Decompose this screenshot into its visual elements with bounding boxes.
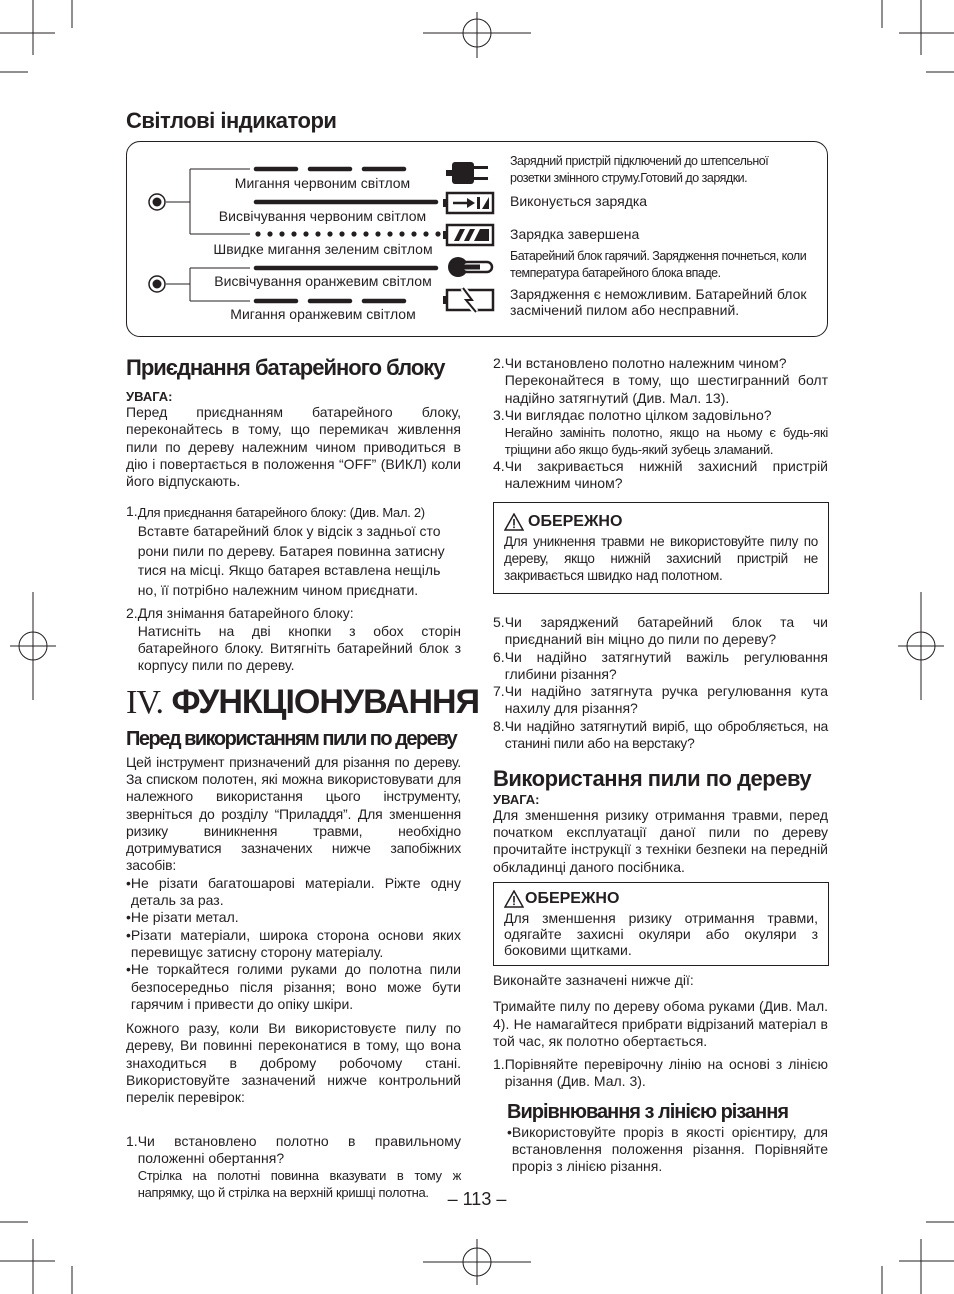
check-3-answer: Негайно замініть полотно, якщо на ньому є будь-які тріщини або якщо будь-який зубець зламаний. — [504, 425, 828, 458]
hold-text: Тримайте пилу по дереву обома руками (Див. Мал. 4). Не намагайтеся прибрати відрізаний матеріал в той час, як полотно обертається. — [493, 998, 828, 1049]
bullet-2: • Не різати метал. — [126, 909, 239, 926]
charging-battery-icon — [443, 193, 493, 213]
warning-2-text: Для зменшення ризику отримання травми, одягайте захисні окуляри або окуляри з боковими щитками. — [504, 910, 818, 958]
warning-icon — [504, 513, 524, 531]
left-column — [126, 355, 480, 1201]
checklist-intro: Кожного разу, коли Ви використовуєте пилу по дереву, Ви повинні переконатися в тому, що вона знаходиться в доброму робочому стані. Використовуйте зазначений нижче контрольний перелік перевірок: — [126, 1020, 461, 1106]
check-item-6: 6. Чи надійно затягнутий важіль регулювання глибини різання? — [493, 648, 828, 682]
bullet-3: • Різати матеріали, широка сторона основи яких перевищує затисну сторону матеріалу. — [126, 926, 461, 960]
right-column-checks — [493, 614, 828, 876]
red-lamp-icon — [149, 194, 165, 210]
right-column — [493, 355, 828, 493]
bullet-4: • Не торкайтеся голими руками до полотна пили безпосередньо після різання; воно може бути гарячим і привести до опіку шкіри. — [126, 961, 461, 1012]
broken-battery-icon — [443, 288, 493, 312]
check-item-1: 1. Чи встановлено полотно в правильному положенні обертання? Стрілка на полотні повинна вказувати в тому ж напрямку, що й стрілка на верхній кришці полотна. — [126, 1132, 461, 1201]
attach-title: Приєднання батарейного блоку — [126, 355, 445, 380]
thermometer-icon — [448, 257, 492, 277]
full-battery-icon — [443, 225, 493, 245]
step-1: 1. Порівняйте перевірочну лінію на основі з лінією різання (Див. Мал. 3). — [493, 1056, 828, 1090]
check-1-answer: Стрілка на полотні повинна вказувати в тому ж напрямку, що й стрілка на верхній кришці полотна. — [137, 1168, 461, 1201]
attach-item-1-text: Вставте батарейний блок у відсік з задньої сто рони пили по дереву. Батарея повинна затисну тися на місці. Якщо батарея вставлена нещіль но, її потрібно належним чином приєднати. — [137, 523, 445, 598]
attach-item-2-text: Натисніть на дві кнопки з обох сторін батарейного блоку. Витягніть батарейний блок з корпусу пили по дереву. — [137, 622, 461, 674]
indicators-title: Світлові індикатори — [126, 108, 337, 133]
check-4-question: Чи закривається нижній захисний пристрій належним чином? — [504, 458, 828, 492]
chapter-title: ФУНКЦІОНУВАННЯ — [171, 682, 480, 721]
label-orange-on: Висвічування оранжевим світлом — [214, 273, 432, 289]
bullet-1: • Не різати багатошарові матеріали. Ріжте одну деталь за раз. — [126, 874, 461, 909]
attach-item-1-title: Для приєднання батарейного блоку: (Див. Мал. 2) — [137, 505, 425, 521]
label-red-blink: Мигання червоним світлом — [234, 175, 411, 191]
desc-done: Зарядка завершена — [510, 226, 640, 242]
desc-hot: Батарейний блок гарячий. Зарядження почнеться, коли температура батарейного блока впаде. — [510, 249, 807, 280]
attach-caution-label: УВАГА: — [126, 389, 173, 404]
check-3-question: Чи виглядає полотно цілком задовільно? — [504, 406, 772, 423]
use-caution-text: Для зменшення ризику отримання травми, перед початком експлуатації даної пили по дереву прочитайте інструкції з техніки безпеки на передній обкладинці даного посібника. — [493, 806, 828, 875]
plug-icon — [446, 162, 488, 184]
label-green-fast: Швидке мигання зеленим світлом — [213, 241, 433, 257]
check-item-4: 4. Чи закривається нижній захисний пристрій належним чином? — [493, 458, 828, 492]
warning-1-title: ОБЕРЕЖНО — [528, 513, 623, 530]
check-item-8: 8. Чи надійно затягнутий виріб, що обробляється, на станині пили або на верстаку? — [493, 717, 828, 751]
attach-item-2-title: Для знімання батарейного блоку: — [137, 605, 354, 622]
warning-2-title: ОБЕРЕЖНО — [525, 890, 620, 907]
check-item-3: 3. Чи виглядає полотно цілком задовільно? Негайно замініть полотно, якщо на ньому є будь-які тріщини або якщо будь-який зубець зламаний. — [493, 406, 828, 458]
check-item-7: 7. Чи надійно затягнута ручка регулювання кута нахилу для різання? — [493, 683, 828, 717]
warning-box-1 — [493, 502, 829, 594]
attach-item-1: 1. Для приєднання батарейного блоку: (Див. Мал. 2) Вставте батарейний блок у відсік з задньої сто рони пили по дереву. Батарея повинна затисну тися на місці. Якщо батарея вставлена нещіль но, її потрібно належним чином приєднати. — [126, 503, 461, 600]
steps-intro: Виконайте зазначені нижче дії: — [493, 972, 694, 988]
warning-box-2 — [493, 882, 829, 966]
warning-1-text: Для уникнення травми не використовуйте пилу по дереву, якщо нижній захисний пристрій не закривається швидко над полотном. — [504, 534, 818, 583]
page-number: – 113 – — [447, 1189, 507, 1209]
before-use-title: Перед використанням пили по дереву — [126, 727, 457, 750]
label-red-on: Висвічування червоним світлом — [218, 208, 427, 224]
orange-lamp-icon — [149, 276, 165, 292]
check-2-answer: Переконайтеся в тому, що шестигранний болт надійно затягнутий (Див. Мал. 13). — [504, 372, 828, 406]
desc-charging: Виконується зарядка — [510, 193, 648, 209]
right-column-steps — [493, 972, 828, 1176]
check-item-2: 2. Чи встановлено полотно належним чином? Переконайтеся в тому, що шестигранний болт надійно затягнутий (Див. Мал. 13). — [493, 355, 828, 406]
chapter-number: IV. — [126, 683, 163, 721]
desc-plug: Зарядний пристрій підключений до штепсельної розетки змінного струму.Готовий до зарядки. — [510, 154, 769, 185]
desc-fail: Зарядження є неможливим. Батарейний блок засмічений пилом або несправний. — [510, 286, 807, 318]
warning-icon — [504, 890, 524, 908]
check-2-question: Чи встановлено полотно належним чином? — [504, 355, 787, 371]
align-title: Вирівнювання з лінією різання — [507, 1100, 788, 1123]
check-1-question: Чи встановлено полотно в правильному положенні обертання? — [137, 1132, 461, 1166]
align-bullet: • Використовуйте проріз в якості орієнтиру, для встановлення положення різання. Порівняйте проріз з лінією різання. — [507, 1123, 828, 1175]
check-item-5: 5. Чи заряджений батарейний блок та чи приєднаний він міцно до пили по дереву? — [493, 614, 828, 648]
attach-item-2: 2. Для знімання батарейного блоку: Натисніть на дві кнопки з обох сторін батарейного блоку. Витягніть батарейний блок з корпусу пили по дереву. — [126, 605, 461, 674]
operation-intro: Цей інструмент призначений для різання по дереву. За списком полотен, які можна використовувати для належного використання цього інструменту, зверніться до розділу “Приладдя”. Для зменшення ризику виникнення травми, необхідно дотримуватися зазначених нижче запобіжних засобів: — [126, 753, 461, 874]
operation-title — [126, 682, 480, 722]
use-caution-label: УВАГА: — [493, 791, 540, 807]
use-title: Використання пили по дереву — [493, 765, 812, 791]
attach-caution-text: Перед приєднанням батарейного блоку, переконайтесь в тому, що перемикач живлення пили по дереву належним чином приводиться в дію і повертається в положення “OFF” (ВИКЛ) коли його відпускають. — [126, 404, 461, 490]
label-orange-blink: Мигання оранжевим світлом — [230, 306, 416, 322]
